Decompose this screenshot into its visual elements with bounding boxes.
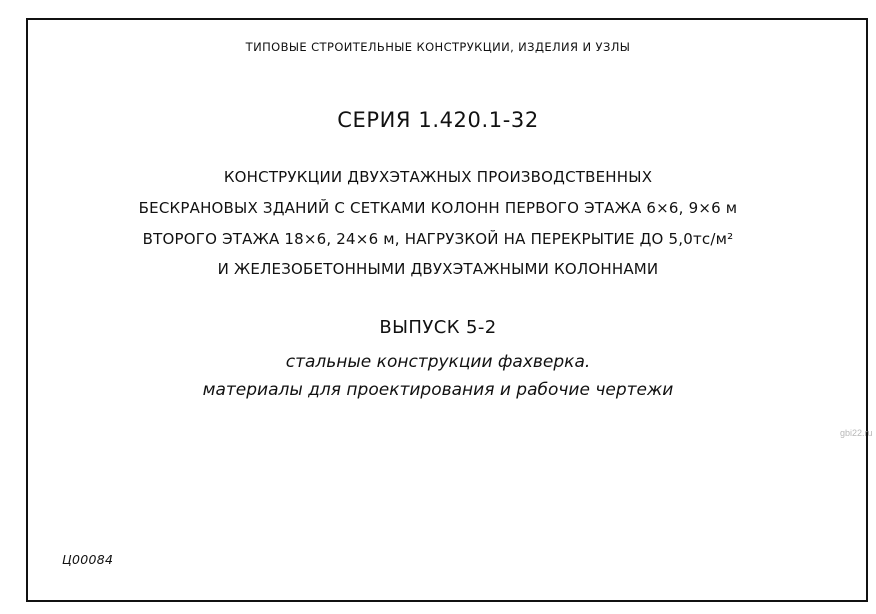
title-line-1: КОНСТРУКЦИИ ДВУХЭТАЖНЫХ ПРОИЗВОДСТВЕННЫХ <box>223 168 653 186</box>
document-header: ТИПОВЫЕ СТРОИТЕЛЬНЫЕ КОНСТРУКЦИИ, ИЗДЕЛИЯ И УЗЛЫ <box>245 40 631 54</box>
subtitle-line-1: стальные конструкции фахверка. <box>285 352 591 372</box>
series-title: СЕРИЯ 1.420.1-32 <box>337 108 539 132</box>
title-line-4: И ЖЕЛЕЗОБЕТОННЫМИ ДВУХЭТАЖНЫМИ КОЛОННАМИ <box>217 260 659 278</box>
subtitle-line-2: материалы для проектирования и рабочие чертежи <box>202 380 674 400</box>
source-watermark: gbi22.ru <box>840 428 873 438</box>
document-code: Ц00084 <box>62 552 114 567</box>
issue-title: ВЫПУСК 5-2 <box>379 317 497 338</box>
title-line-3: ВТОРОГО ЭТАЖА 18×6, 24×6 м, НАГРУЗКОЙ НА ПЕРЕКРЫТИЕ ДО 5,0тс/м² <box>142 230 734 248</box>
title-line-2: БЕСКРАНОВЫХ ЗДАНИЙ С СЕТКАМИ КОЛОНН ПЕРВОГО ЭТАЖА 6×6, 9×6 м <box>138 199 738 217</box>
sheet-frame <box>26 18 868 602</box>
